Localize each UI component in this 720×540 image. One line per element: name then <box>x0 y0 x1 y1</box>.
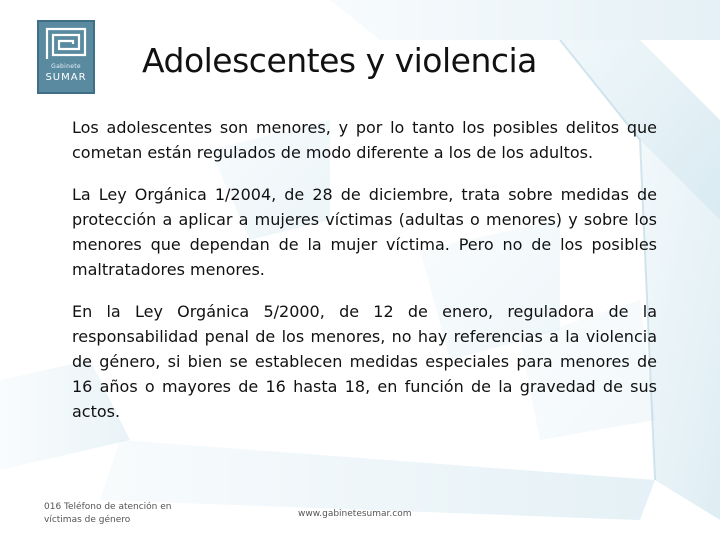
paragraph-3: En la Ley Orgánica 5/2000, de 12 de enero, reguladora de la responsabilidad penal de los menores, no hay referencias a la violencia de género, si bien se establecen medidas especiales para menores de 16 años o mayores de 16 hasta 18, en función de la gravedad de sus actos. <box>72 302 657 421</box>
spiral-logo-icon <box>45 27 87 61</box>
footer-helpline: 016 Teléfono de atención en víctimas de género <box>44 502 172 525</box>
logo-text-line1: Gabinete <box>51 63 81 70</box>
paragraph-2: La Ley Orgánica 1/2004, de 28 de diciembre, trata sobre medidas de protección a aplicar a mujeres víctimas (adultas o menores) y sobre los menores que dependan de la mujer víctima. Pero no de los posibles maltratadores menores. <box>72 185 657 279</box>
company-logo <box>37 20 95 94</box>
slide-body <box>72 115 657 441</box>
slide-title: Adolescentes y violencia <box>142 41 537 80</box>
paragraph-1: Los adolescentes son menores, y por lo tanto los posibles delitos que cometan están regulados de modo diferente a los de los adultos. <box>72 118 657 162</box>
logo-text-line2: SUMAR <box>45 72 87 83</box>
footer-website: www.gabinetesumar.com <box>298 509 412 519</box>
